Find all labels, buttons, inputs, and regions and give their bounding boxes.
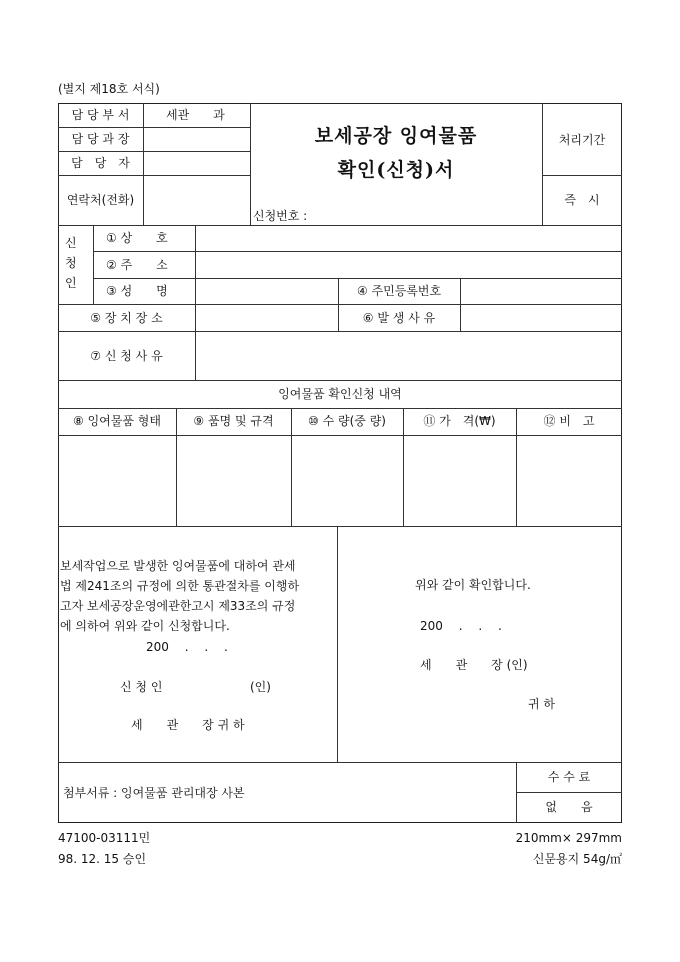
application-reason-label: ⑦ 신 청 사 유 <box>90 349 163 363</box>
fee-value: 없 음 <box>545 800 593 814</box>
confirmation-chief: 세 관 장 (인) <box>420 658 528 672</box>
confirmation-text: 위와 같이 확인합니다. <box>415 578 531 592</box>
form-title-line1: 보세공장 잉여물품 <box>314 125 478 147</box>
address-label: ② 주 소 <box>106 258 168 272</box>
col-remarks: ⑫ 비 고 <box>543 414 595 428</box>
section-chief-label: 담 당 과 장 <box>71 132 130 146</box>
confirmation-date: 200 . . . <box>420 619 502 633</box>
form-title-line2: 확인(신청)서 <box>337 159 455 181</box>
col-price: ⑪ 가 격(₩) <box>423 414 496 428</box>
declaration-addressee: 세 관 장 귀 하 <box>131 718 245 732</box>
col-surplus-type: ⑧ 잉여물품 형태 <box>73 414 161 428</box>
person-in-charge-label: 담 당 자 <box>71 156 130 170</box>
processing-period-label: 처리기간 <box>558 133 606 147</box>
approval-date: 98. 12. 15 승인 <box>58 852 147 866</box>
processing-period-value: 즉 시 <box>564 193 600 207</box>
declaration-date: 200 . . . <box>146 640 228 654</box>
paper-type: 신문용지 54g/㎡ <box>532 852 622 866</box>
declaration-line-1: 보세작업으로 발생한 잉여물품에 대하여 관세 <box>60 559 296 573</box>
declaration-applicant-label: 신 청 인 <box>120 680 163 694</box>
applicant-side-label-1: 신 <box>65 236 77 250</box>
declaration-line-4: 에 의하여 위와 같이 신청합니다. <box>60 619 230 633</box>
declaration-line-2: 법 제241조의 규정에 의한 통관절차를 이행하 <box>60 579 300 593</box>
col-quantity-weight: ⑩ 수 량(중 량) <box>308 414 386 428</box>
details-section-title: 잉여물품 확인신청 내역 <box>278 387 402 401</box>
attachment-note: 첨부서류 : 잉여물품 관리대장 사본 <box>63 786 245 800</box>
dept-value: 세관 과 <box>166 108 225 122</box>
name-label: ③ 성 명 <box>106 284 168 298</box>
application-number-label: 신청번호 : <box>253 209 308 223</box>
paper-size: 210mm× 297mm <box>515 831 622 845</box>
confirmation-honorific: 귀 하 <box>528 697 555 711</box>
trade-name-label: ① 상 호 <box>106 231 168 245</box>
occurrence-cause-label: ⑥ 발 생 사 유 <box>362 311 436 325</box>
form-number: 47100-03111민 <box>58 831 151 845</box>
form-label: (별지 제18호 서식) <box>58 82 160 96</box>
declaration-line-3: 고자 보세공장운영에관한고시 제33조의 규정 <box>60 599 296 613</box>
fee-label: 수 수 료 <box>547 770 591 784</box>
applicant-side-label-3: 인 <box>65 276 77 290</box>
resident-number-label: ④ 주민등록번호 <box>356 284 442 298</box>
storage-place-label: ⑤ 장 치 장 소 <box>90 311 163 325</box>
applicant-side-label-2: 청 <box>65 256 77 270</box>
dept-label: 담 당 부 서 <box>71 108 130 122</box>
col-item-spec: ⑨ 품명 및 규격 <box>193 414 274 428</box>
declaration-seal: (인) <box>250 680 271 694</box>
contact-label: 연락처(전화) <box>66 193 135 207</box>
